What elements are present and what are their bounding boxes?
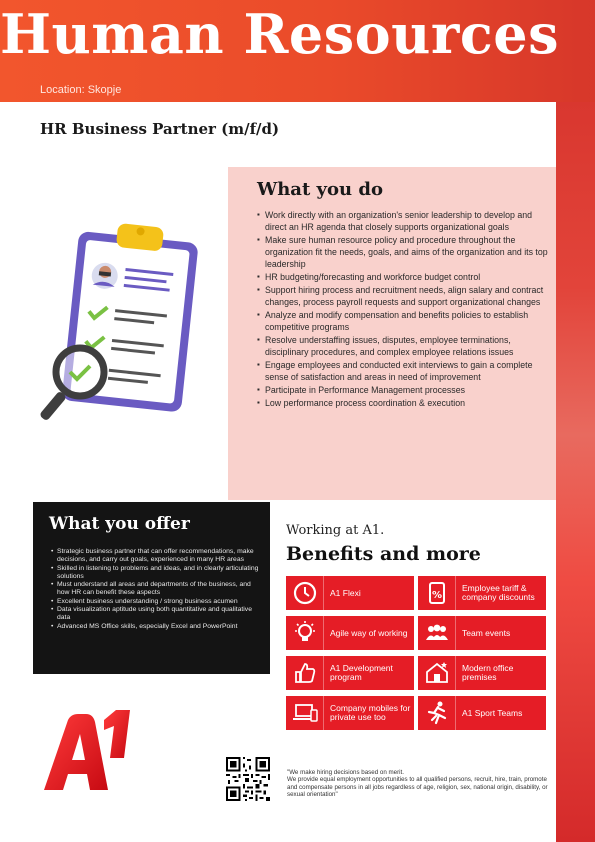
benefit-label: A1 Development program bbox=[330, 663, 393, 682]
list-item: ▪ HR budgeting/forecasting and workforce budget control bbox=[257, 271, 553, 283]
equal-opportunity-disclaimer: "We make hiring decisions based on merit. We provide equal employment opportunities to all qualified persons, recruit, hire, train, promote and compensate persons in all jobs regardless of age, religion, sex, national origin, disability, or sexual orientation" bbox=[287, 769, 548, 798]
benefit-label: A1 Flexi bbox=[330, 587, 361, 598]
benefit-label: Company mobiles for private use too bbox=[330, 703, 411, 722]
what-you-do-panel bbox=[228, 167, 556, 500]
what-you-do-heading: What you do bbox=[257, 179, 383, 200]
list-item: • Must understand all areas and departments of the business, and how HR can benefit these aspects bbox=[51, 581, 263, 597]
a1-logo bbox=[38, 708, 138, 792]
tile-divider bbox=[455, 616, 456, 650]
qr-code bbox=[226, 757, 270, 801]
benefits-heading: Benefits and more bbox=[286, 543, 481, 565]
list-item: ▪ Engage employees and conducted exit interviews to gain a complete sense of satisfaction and areas in need of improvement bbox=[257, 359, 553, 383]
what-you-do-list bbox=[257, 209, 553, 410]
tile-divider bbox=[323, 576, 324, 610]
laptop-phone-icon bbox=[292, 700, 318, 726]
benefits-intro: Working at A1. bbox=[286, 523, 385, 538]
list-item: • Skilled in listening to problems and ideas, and in clearly articulating solutions bbox=[51, 565, 263, 581]
clock-icon bbox=[292, 580, 318, 606]
benefit-tile-flexi bbox=[286, 576, 414, 610]
tile-divider bbox=[323, 696, 324, 730]
office-icon bbox=[424, 660, 450, 686]
list-item: ▪ Analyze and modify compensation and benefits policies to establish competitive programs bbox=[257, 309, 553, 333]
list-item: ▪ Make sure human resource policy and procedure throughout the organization fit the needs, goals, and aims of the organization and its top leadership bbox=[257, 234, 553, 270]
list-item: ▪ Work directly with an organization's senior leadership to develop and direct an HR agenda that closely supports organizational goals bbox=[257, 209, 553, 233]
what-you-offer-list bbox=[51, 548, 263, 631]
list-item: • Advanced MS Office skills, especially Excel and PowerPoint bbox=[51, 623, 263, 631]
tile-divider bbox=[455, 696, 456, 730]
benefit-label: A1 Sport Teams bbox=[462, 707, 523, 718]
tile-divider bbox=[455, 576, 456, 610]
list-item: • Strategic business partner that can offer recommendations, make decisions, and carry out goals, experienced in many HR areas bbox=[51, 548, 263, 564]
runner-icon bbox=[424, 700, 450, 726]
clipboard-checklist-illustration bbox=[28, 212, 218, 442]
list-item: • Excellent business understanding / strong business acumen bbox=[51, 598, 263, 606]
benefit-tile-team-events bbox=[418, 616, 546, 650]
right-decorative-strip bbox=[556, 102, 595, 842]
tile-divider bbox=[455, 656, 456, 690]
lightbulb-icon bbox=[292, 620, 318, 646]
benefit-tile-agile bbox=[286, 616, 414, 650]
tile-divider bbox=[323, 616, 324, 650]
benefit-tile-discounts bbox=[418, 576, 546, 610]
what-you-offer-panel bbox=[33, 502, 270, 674]
benefit-tile-office bbox=[418, 656, 546, 690]
list-item: ▪ Support hiring process and recruitment needs, align salary and contract changes, process payroll requests and support organizational changes bbox=[257, 284, 553, 308]
what-you-offer-heading: What you offer bbox=[49, 514, 190, 534]
discount-tag-icon bbox=[424, 580, 450, 606]
list-item: ▪ Resolve understaffing issues, disputes, employee terminations, disciplinary procedures, and complex employee relations issues bbox=[257, 334, 553, 358]
benefit-label: Modern office premises bbox=[462, 663, 514, 682]
list-item: ▪ Participate in Performance Management processes bbox=[257, 384, 553, 396]
benefit-tile-development bbox=[286, 656, 414, 690]
tile-divider bbox=[323, 656, 324, 690]
benefit-tile-mobiles bbox=[286, 696, 414, 730]
page-title: Human Resources bbox=[0, 2, 559, 66]
benefit-label: Team events bbox=[462, 627, 511, 638]
team-icon bbox=[424, 620, 450, 646]
header-band bbox=[0, 0, 595, 102]
job-title: HR Business Partner (m/f/d) bbox=[40, 120, 280, 138]
benefit-label: Agile way of working bbox=[330, 627, 408, 638]
benefit-tile-sport bbox=[418, 696, 546, 730]
benefit-label: Employee tariff & company discounts bbox=[462, 583, 535, 602]
list-item: ▪ Low performance process coordination & execution bbox=[257, 397, 553, 409]
svg-text:%: % bbox=[431, 590, 443, 601]
thumbs-up-icon bbox=[292, 660, 318, 686]
location-label: Location: Skopje bbox=[40, 84, 122, 96]
list-item: • Data visualization aptitude using both quantitative and qualitative data bbox=[51, 606, 263, 622]
